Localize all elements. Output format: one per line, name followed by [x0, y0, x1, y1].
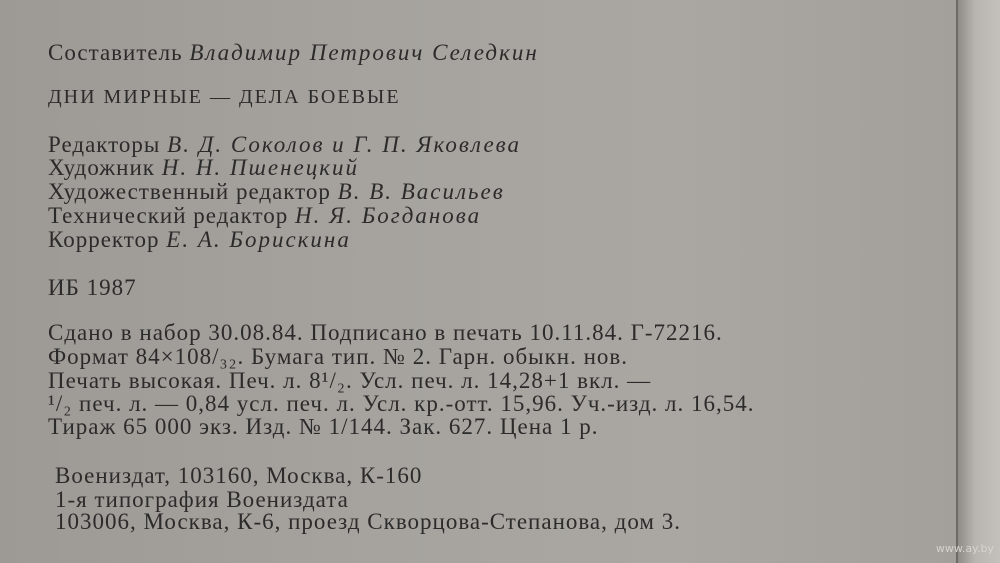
credit-role: Художник — [48, 155, 155, 180]
credit-name: В. Д. Соколов и Г. П. Яковлева — [167, 132, 522, 157]
print-detail-line: Сдано в набор 30.08.84. Подписано в печать 10.11.84. Г-72216. — [48, 320, 723, 345]
publisher-line: 103006, Москва, К-6, проезд Скворцова-Степанова, дом 3. — [55, 509, 681, 534]
book-title: ДНИ МИРНЫЕ — ДЕЛА БОЕВЫЕ — [48, 86, 401, 108]
next-page-edge — [958, 0, 1000, 563]
compiler-name: Владимир Петрович Селедкин — [189, 40, 539, 65]
publisher-line: 1-я типография Воениздата — [55, 487, 349, 512]
compiler-label: Составитель — [48, 40, 183, 65]
print-detail-line: Формат 84×108/₃₂. Бумага тип. № 2. Гарн. обыкн. нов. — [48, 344, 629, 369]
watermark: www.ay.by — [935, 542, 994, 555]
credit-artist — [48, 155, 359, 181]
credit-name: Н. Я. Богданова — [294, 203, 482, 228]
credit-role: Технический редактор — [48, 203, 289, 228]
credit-tech-editor — [48, 203, 481, 229]
print-detail-line: ¹/₂ печ. л. — 0,84 усл. печ. л. Усл. кр.-отт. 15,96. Уч.-изд. л. 16,54. — [48, 391, 755, 416]
credit-proofreader — [48, 227, 351, 253]
compiler-line — [48, 40, 539, 66]
credit-role: Редакторы — [48, 132, 161, 157]
print-detail-line: Печать высокая. Печ. л. 8¹/₂. Усл. печ. л. 14,28+1 вкл. — — [48, 368, 652, 393]
credit-name: В. В. Васильев — [337, 179, 505, 204]
print-detail-line: Тираж 65 000 экз. Изд. № 1/144. Зак. 627. Цена 1 р. — [48, 414, 599, 439]
credit-name: Н. Н. Пшенецкий — [161, 155, 359, 180]
ib-number: ИБ 1987 — [48, 275, 137, 300]
credit-art-editor — [48, 179, 505, 205]
credit-role: Корректор — [48, 227, 160, 252]
publisher-line: Воениздат, 103160, Москва, К-160 — [55, 463, 423, 488]
credit-name: Е. А. Борискина — [166, 227, 351, 252]
credit-role: Художественный редактор — [48, 179, 331, 204]
